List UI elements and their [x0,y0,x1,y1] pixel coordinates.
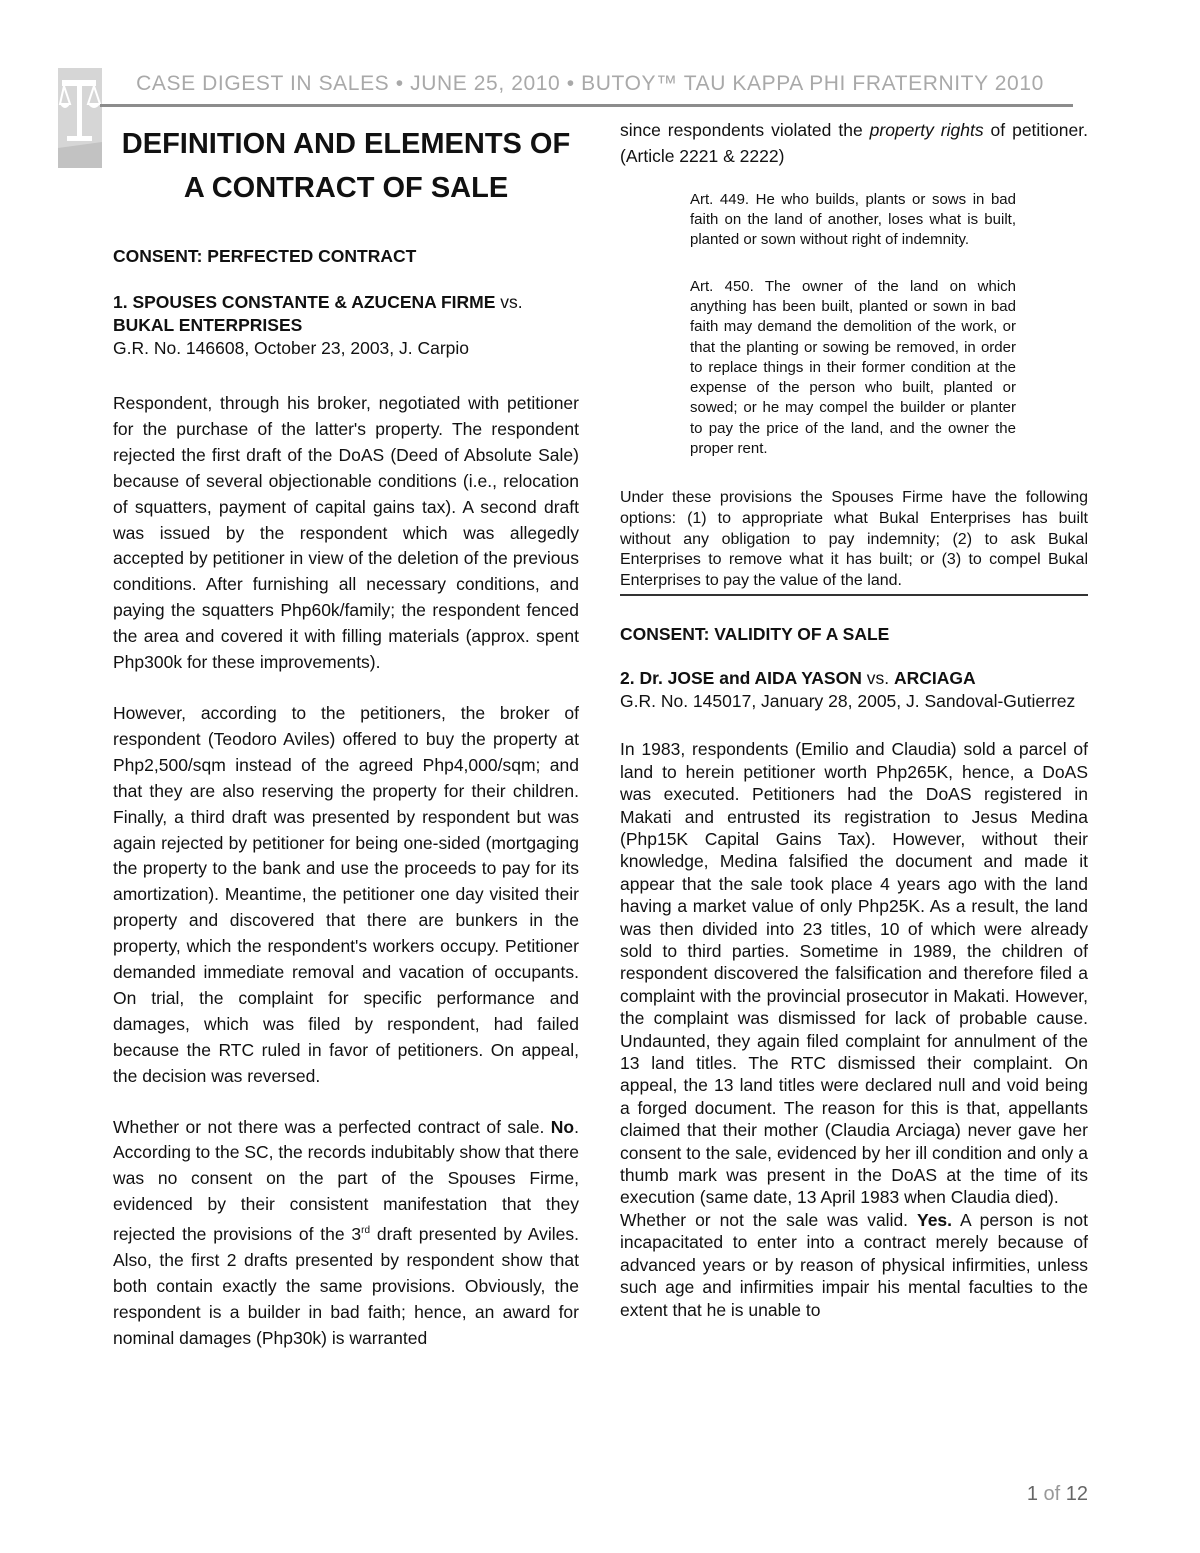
case-1-facts-paragraph-2: However, according to the petitioners, the broker of respondent (Teodoro Aviles) offered to buy the property at Php2,500/sqm instead of the agreed Php4,000/sqm; and that they are also reserving the property for their children. Finally, a third draft was presented by respondent but was again rejected by petitioner for being one-sided (mortgaging the property to the bank and use the proceeds to pay for its amortization). Meantime, the petitioner one day visited their property and discovered that there are bunkers in the property, which the respondent's workers occupy. Petitioner demanded immediate removal and vacation of occupants. On trial, the complaint for specific performance and damages, which was filed by respondent, had failed because the RTC ruled in favor of petitioners. On appeal, the decision was reversed. [113,702,579,1086]
case-2-vs: vs. [861,668,894,689]
header-divider [100,104,1073,107]
case-2-respondent: ARCIAGA [893,668,976,689]
options-paragraph: Under these provisions the Spouses Firme have the following options: (1) to appropriate what Bukal Enterprises has built without any obligation to pay indemnity; (2) to ask Bukal Enterprises to remove what it has built; or (3) to compel Bukal Enterprises to pay the value of the land. [620,489,1088,589]
title-line-2: A CONTRACT OF SALE [183,172,509,204]
right-column [620,118,1088,1321]
case-1-parties: 1. SPOUSES CONSTANTE & AZUCENA FIRME [113,292,496,312]
section-divider [620,594,1088,596]
case-2-title [620,667,1088,690]
case-2-citation: G.R. No. 145017, January 28, 2005, J. Sandoval-Gutierrez [620,691,1076,712]
emphasis-property-rights: property rights [869,120,984,140]
continued-text: since respondents violated the [620,120,870,140]
current-page: 1 [1026,1483,1038,1505]
total-pages: 12 [1065,1483,1088,1505]
case-1-citation: G.R. No. 146608, October 23, 2003, J. Carpio [113,338,470,358]
fraternity-logo [58,68,102,168]
case-2-ruling-text: A person is not incapacitated to enter into a contract merely because of advanced years or by reason of physical infirmities, unless such age and infirmities impair his mental faculties to the extent that he is unable to [620,1209,1088,1320]
case-1-respondent: BUKAL ENTERPRISES [113,315,303,335]
case-1-title [113,291,579,314]
section-heading-validity: CONSENT: VALIDITY OF A SALE [620,624,890,645]
left-column [113,118,579,1352]
case-1-answer: No [550,1116,575,1137]
article-449-quote: Art. 449. He who builds, plants or sows in bad faith on the land of another, loses what is built, planted or sown without right of indemnity. [690,190,1016,249]
case-2-issue: Whether or not the sale was valid. [620,1209,917,1230]
case-1-issue: Whether or not there was a perfected contract of sale. [113,1116,551,1137]
case-1-facts-paragraph: Respondent, through his broker, negotiated with petitioner for the purchase of the latter's property. The respondent rejected the first draft of the DoAS (Deed of Absolute Sale) because of several objectionable conditions (i.e., relocation of squatters, payment of capital gains tax). A second draft was issued by the respondent which was allegedly accepted by petitioner in view of the deletion of the previous conditions. After furnishing all necessary conditions, and paying the squatters Php60k/family; the respondent fenced the area and covered it with filling materials (approx. spent Php300k for these improvements). [113,393,579,673]
case-2-petitioners: 2. Dr. JOSE and AIDA YASON [620,668,862,689]
ordinal-suffix: rd [361,1225,371,1237]
case-1-ruling-paragraph [113,1115,579,1352]
page-of: of [1043,1483,1061,1505]
case-1-ruling-text-cont: draft presented by Aviles. Also, the first 2 drafts presented by respondent show that both contain exactly the same provisions. Obviously, the respondent is a builder in bad faith; hence, an award for nominal damages (Php30k) is warranted [113,1224,579,1348]
case-1-vs: vs. [495,292,523,312]
running-header: CASE DIGEST IN SALES • JUNE 25, 2010 • BUTOY™ TAU KAPPA PHI FRATERNITY 2010 [136,72,1044,95]
case-2-answer: Yes. [916,1209,953,1230]
article-450-quote: Art. 450. The owner of the land on which anything has been built, planted or sown in bad faith may demand the demolition of the work, or that the planting or sowing be removed, in order to replace things in their former condition at the expense of the person who built, planted or sowed; or he may compel the builder or planter to pay the price of the land, and the owner the proper rent. [690,277,1016,458]
case-2-facts-paragraph: In 1983, respondents (Emilio and Claudia) sold a parcel of land to herein petitioner worth Php265K, hence, a DoAS was executed. Petitioners had the DoAS registered in Makati and entrusted its registration to Jesus Medina (Php15K Capital Gains Tax). However, without their knowledge, Medina falsified the document and made it appear that the sale took place 4 years ago with the land having a market value of only Php25K. As a result, the land was then divided into 23 titles, 10 of which were already sold to third parties. Sometime in 1989, the children of respondent discovered the falsification and therefore filed a complaint with the provincial prosecutor in Makati. However, the complaint was dismissed for lack of probable cause. Undaunted, they again filed complaint for annulment of the 13 land titles. The RTC dismissed their complaint. On appeal, the 13 land titles were declared null and void being a forged document. The reason for this is that, appellants claimed that their mother (Claudia Arciaga) never gave her consent to the sale, evidenced by her ill condition and only a thumb mark was present in the DoAS at the time of its execution (same date, 13 April 1983 when Claudia died). [620,739,1088,1208]
title-line-1: DEFINITION AND ELEMENTS OF [121,128,571,160]
case-2-ruling-paragraph [620,1209,1088,1321]
continued-ruling-paragraph [620,118,1088,170]
page-number [980,1483,1088,1506]
continued-text-end: of petitioner. (Article 2221 & 2222) [620,120,1088,166]
case-1-ruling-text: . According to the SC, the records indubitably show that there was no consent on the part of the Spouses Firme, evidenced by their consistent manifestation that they rejected the provisions of the 3 [113,1116,579,1245]
section-heading-perfected: CONSENT: PERFECTED CONTRACT [113,246,417,266]
page-title [113,122,579,210]
